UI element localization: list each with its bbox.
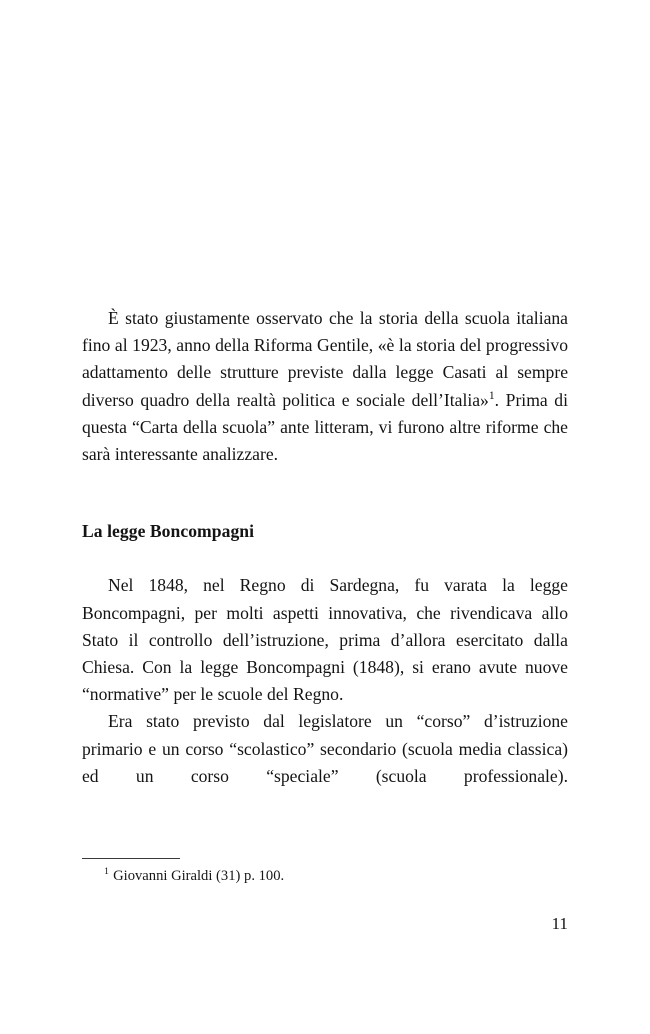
footnote-area bbox=[82, 858, 568, 886]
footnote-text: Giovanni Giraldi (31) p. 100. bbox=[113, 868, 285, 884]
heading-top-spacer bbox=[82, 468, 568, 518]
paragraph-boncompagni-2: Era stato previsto dal legislatore un “corso” d’istruzione primario e un corso “scolastico” secondario (scuola media classica) ed un corso “speciale” (scuola professionale). bbox=[82, 711, 568, 786]
paragraph-intro-text-after-note: . Prima di questa “Carta della scuola” ante litteram, vi furono altre riforme che sarà interessante analizzare. bbox=[82, 389, 568, 465]
text-column bbox=[82, 305, 568, 790]
paragraph-boncompagni-1: Nel 1848, nel Regno di Sardegna, fu varata la legge Boncompagni, per molti aspetti innovativa, che rivendicava allo Stato il controllo dell’istruzione, prima d’allora esercitato dalla Chiesa. Con la legge Boncompagni (1848), si erano avute nuove “normative” per le scuole del Regno. bbox=[82, 575, 568, 705]
paragraph-intro bbox=[82, 305, 568, 468]
footnote-number: 1 bbox=[104, 866, 109, 878]
footnote-entry bbox=[82, 866, 568, 886]
section-heading-boncompagni: La legge Boncompagni bbox=[82, 521, 255, 542]
page-number: 11 bbox=[551, 914, 568, 933]
paragraph-intro-text-before-note: È stato giustamente osservato che la storia della scuola italiana fino al 1923, anno della Riforma Gentile, «è la storia del progressivo adattamento delle strutture previste dalla legge Casati al sempre diverso quadro della realtà politica e sociale dell’Italia» bbox=[82, 308, 568, 410]
footnote-reference-marker[interactable]: 1 bbox=[488, 388, 495, 402]
heading-bottom-spacer bbox=[82, 545, 568, 572]
footnote-separator-rule bbox=[82, 858, 180, 859]
